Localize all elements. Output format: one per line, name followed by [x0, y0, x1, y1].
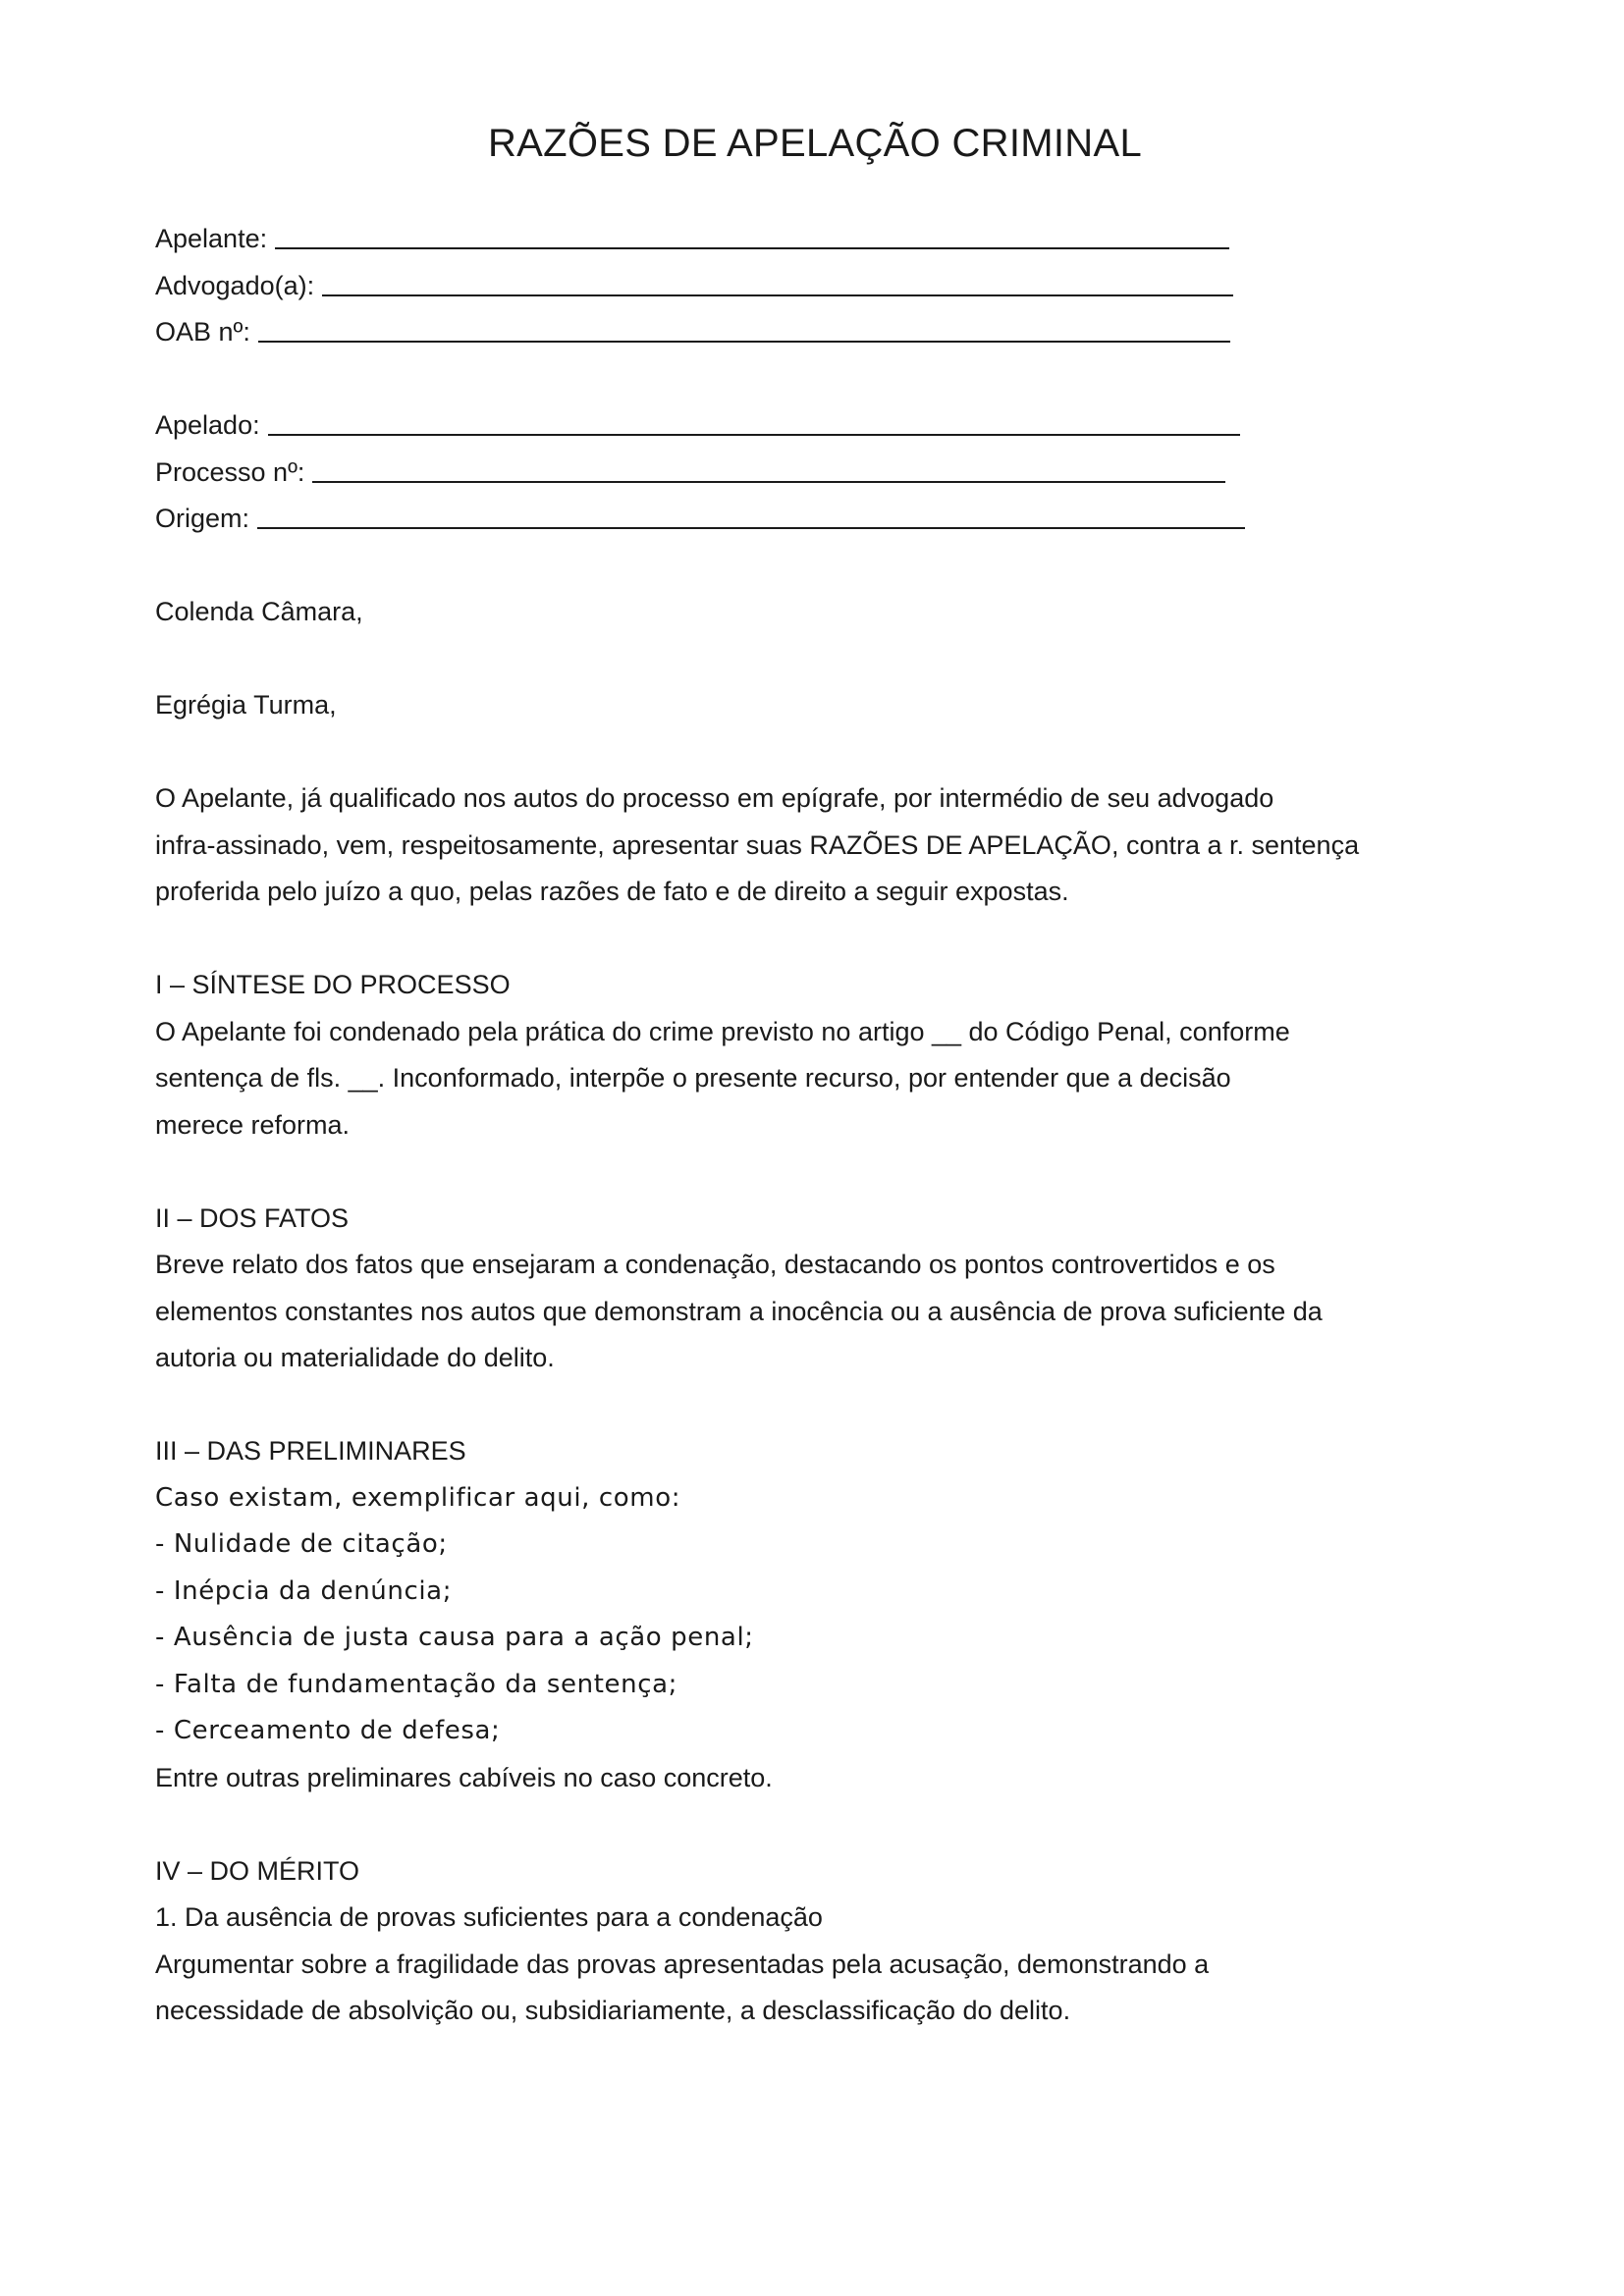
blank-line	[257, 500, 1245, 529]
field-processo	[155, 450, 1461, 497]
field-origem	[155, 496, 1461, 543]
list-item: - Cerceamento de defesa;	[155, 1716, 501, 1745]
salutation: Colenda Câmara,	[155, 597, 363, 626]
paragraph-line: Argumentar sobre a fragilidade das provas apresentadas pela acusação, demonstrando a	[155, 1949, 1210, 1979]
spacer	[155, 356, 1461, 403]
field-advogado	[155, 263, 1461, 310]
section-heading: III – DAS PRELIMINARES	[155, 1436, 466, 1466]
field-label: Processo nº:	[155, 456, 305, 487]
spacer	[155, 1148, 1461, 1196]
list-item: - Falta de fundamentação da sentença;	[155, 1669, 677, 1699]
spacer	[155, 1382, 1461, 1429]
document-body	[155, 216, 1461, 2035]
paragraph-line: Breve relato dos fatos que ensejaram a condenação, destacando os pontos controvertidos e os	[155, 1250, 1275, 1279]
document-title: RAZÕES DE APELAÇÃO CRIMINAL	[487, 122, 1143, 165]
list-item: - Nulidade de citação;	[155, 1529, 448, 1559]
blank-line	[312, 454, 1225, 483]
paragraph-line: O Apelante foi condenado pela prática do crime previsto no artigo __ do Código Penal, conforme	[155, 1016, 1290, 1046]
field-oab	[155, 309, 1461, 356]
spacer	[155, 543, 1461, 590]
list-item: - Ausência de justa causa para a ação penal;	[155, 1623, 754, 1652]
field-apelante	[155, 216, 1461, 263]
section-heading: I – SÍNTESE DO PROCESSO	[155, 970, 511, 999]
field-label: Apelante:	[155, 224, 268, 253]
intro-line: infra-assinado, vem, respeitosamente, apresentar suas RAZÕES DE APELAÇÃO, contra a r. sentença	[155, 829, 1360, 860]
paragraph-line: autoria ou materialidade do delito.	[155, 1343, 555, 1372]
field-label: OAB nº:	[155, 317, 250, 347]
intro-line: O Apelante, já qualificado nos autos do processo em epígrafe, por intermédio de seu advogado	[155, 783, 1274, 813]
spacer	[155, 729, 1461, 776]
paragraph-line: sentença de fls. __. Inconformado, interpõe o presente recurso, por entender que a decisão	[155, 1063, 1231, 1093]
paragraph-line: elementos constantes nos autos que demonstram a inocência ou a ausência de prova suficiente da	[155, 1296, 1323, 1326]
paragraph-line: necessidade de absolvição ou, subsidiariamente, a desclassificação do delito.	[155, 1996, 1071, 2025]
field-label: Advogado(a):	[155, 270, 315, 300]
field-label: Apelado:	[155, 410, 260, 440]
paragraph-line: merece reforma.	[155, 1109, 351, 1140]
blank-line	[268, 406, 1240, 436]
section-heading: IV – DO MÉRITO	[155, 1855, 360, 1886]
spacer	[155, 916, 1461, 963]
blank-line	[322, 267, 1233, 296]
field-apelado	[155, 402, 1461, 450]
blank-line	[275, 220, 1229, 249]
intro-line: proferida pelo juízo a quo, pelas razões de fato e de direito a seguir expostas.	[155, 877, 1069, 906]
blank-line	[258, 313, 1230, 343]
section-heading: II – DOS FATOS	[155, 1202, 350, 1233]
paragraph-line: Entre outras preliminares cabíveis no caso concreto.	[155, 1762, 773, 1792]
field-label: Origem:	[155, 504, 250, 533]
subsection-heading: 1. Da ausência de provas suficientes para a condenação	[155, 1902, 823, 1932]
salutation: Egrégia Turma,	[155, 690, 337, 720]
spacer	[155, 1801, 1461, 1848]
paragraph-line: Caso existam, exemplificar aqui, como:	[155, 1482, 681, 1513]
spacer	[155, 636, 1461, 683]
list-item: - Inépcia da denúncia;	[155, 1575, 453, 1606]
